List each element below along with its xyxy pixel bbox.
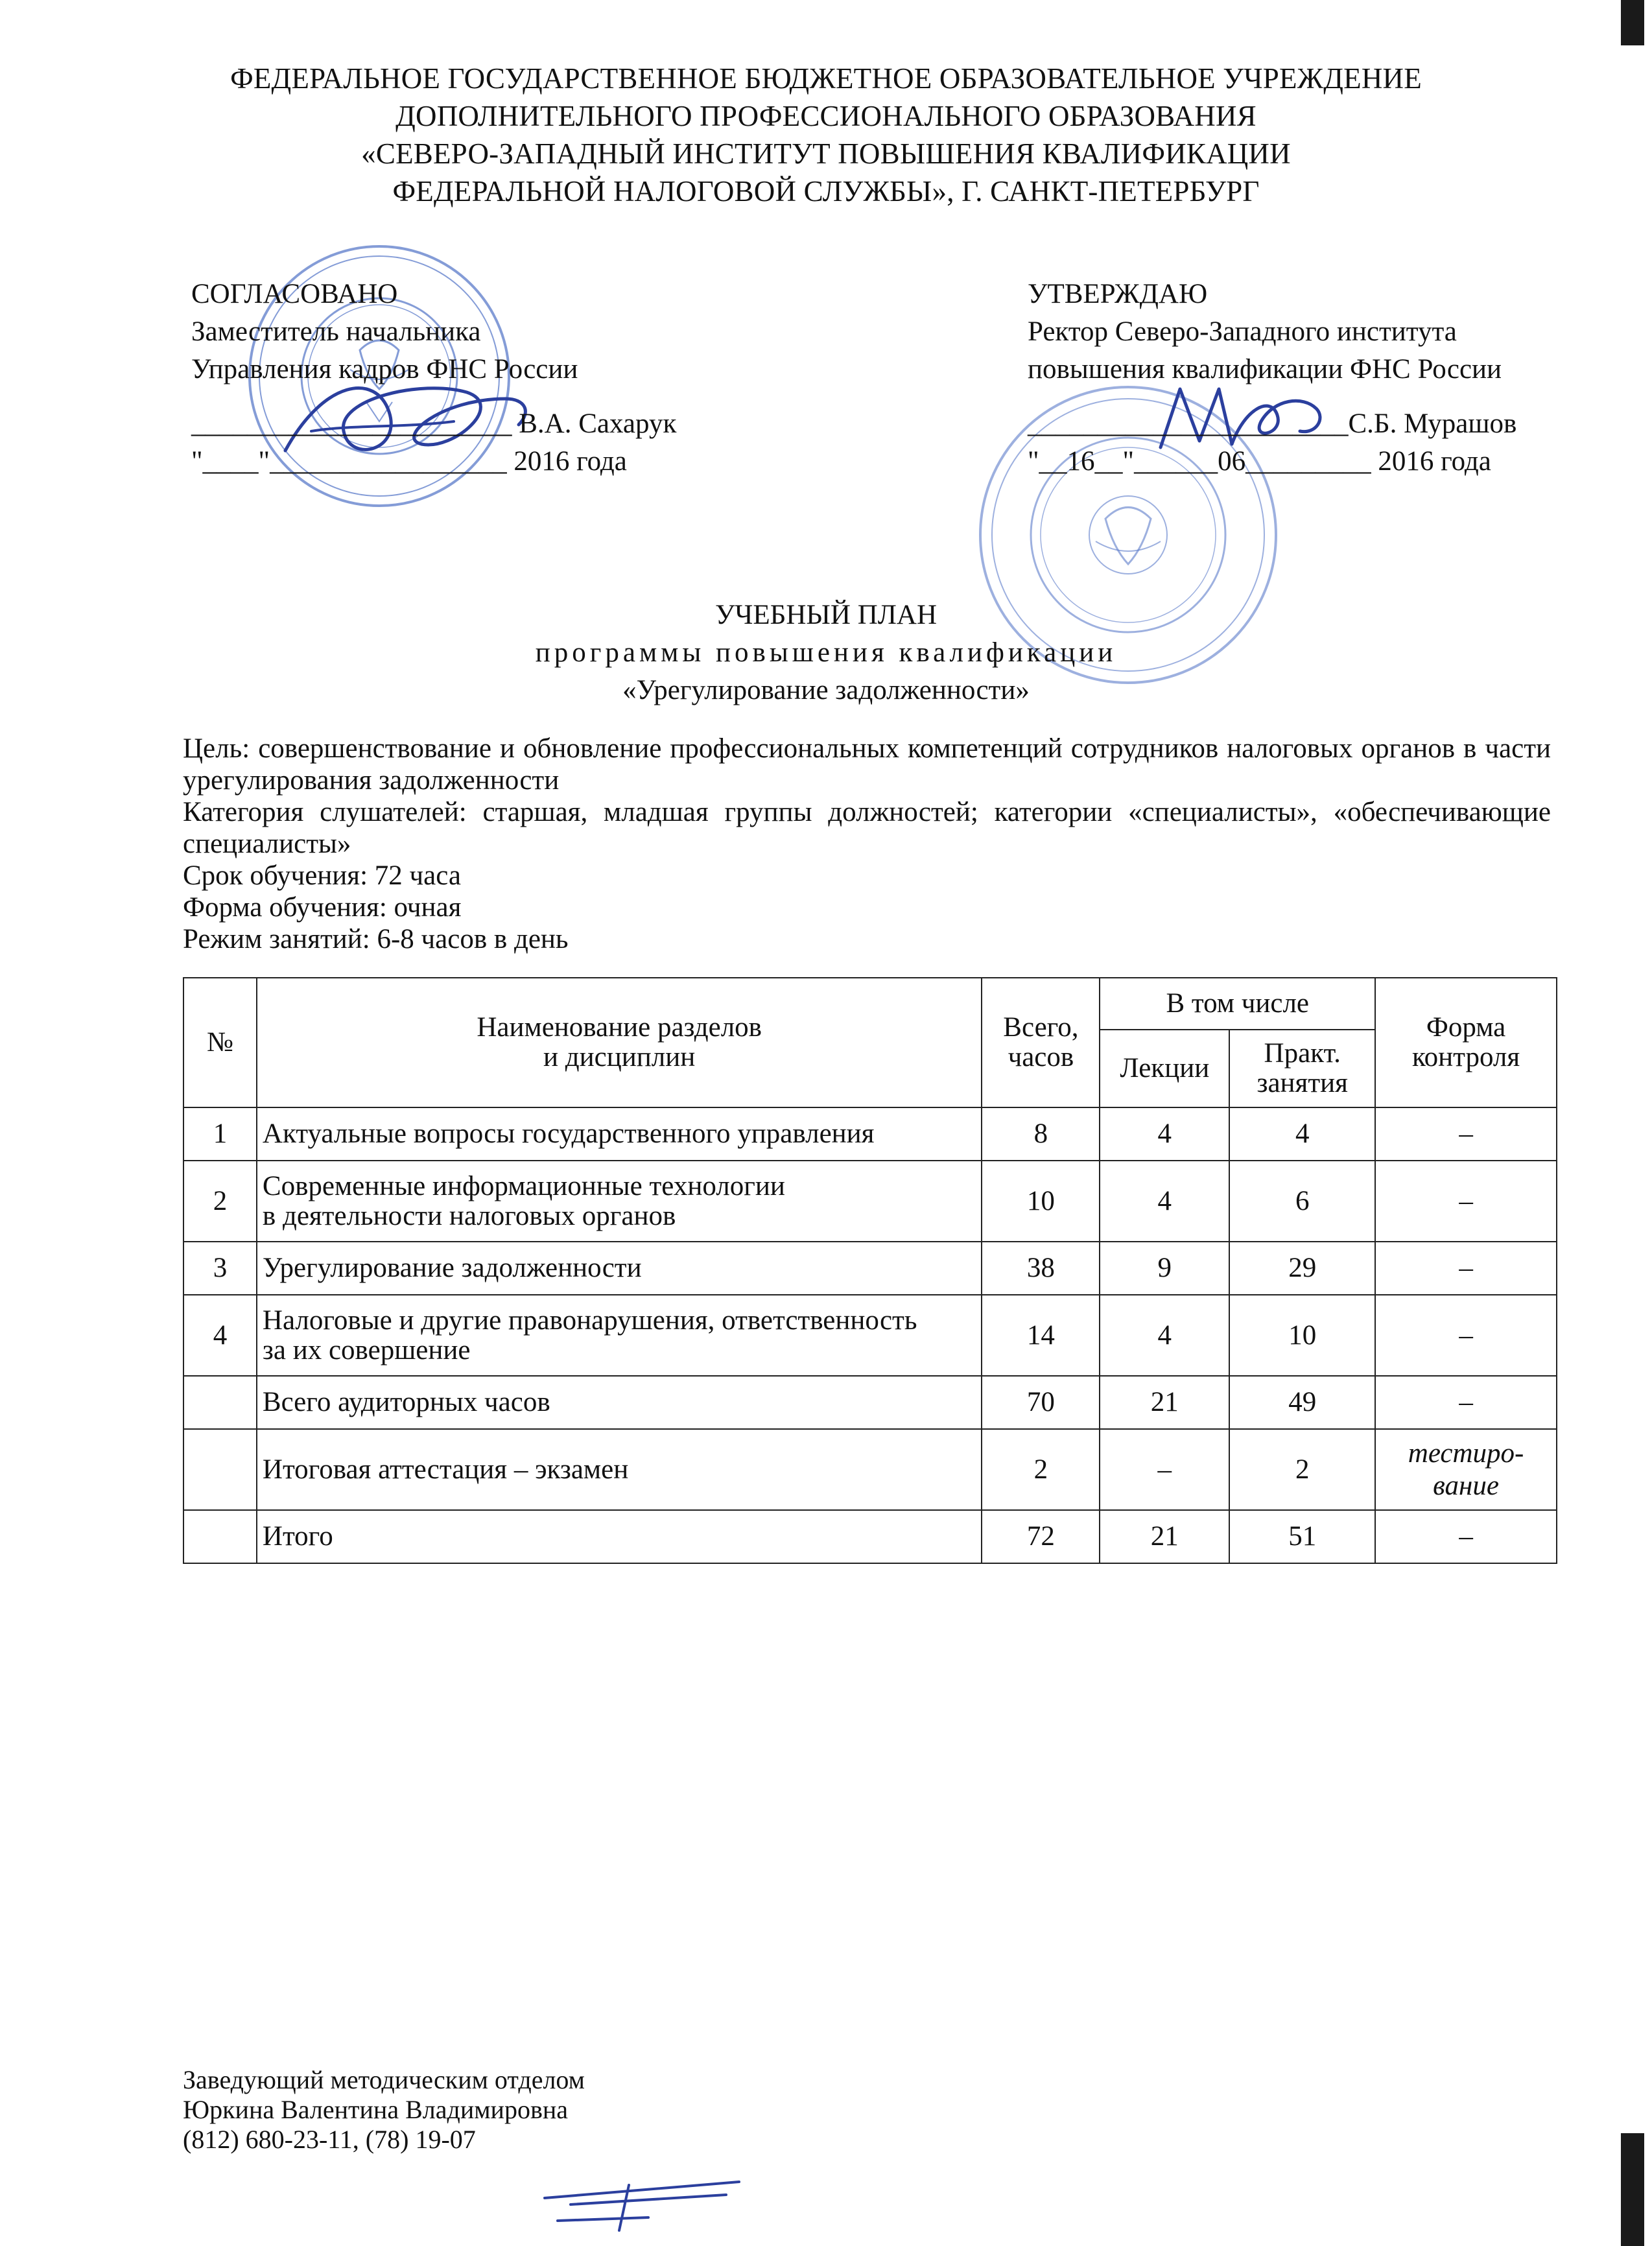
row-total: 72 xyxy=(982,1510,1100,1563)
row-name: Актуальные вопросы государственного управления xyxy=(257,1107,982,1161)
scan-edge-mark-bottom xyxy=(1621,2133,1644,2246)
header-line-1: ФЕДЕРАЛЬНОЕ ГОСУДАРСТВЕННОЕ БЮДЖЕТНОЕ ОБРАЗОВАТЕЛЬНОЕ УЧРЕЖДЕНИЕ xyxy=(230,62,1422,95)
row-control-line-1: тестиро- xyxy=(1408,1437,1524,1469)
row-lectures: 4 xyxy=(1100,1295,1229,1376)
curriculum-table xyxy=(183,977,1557,1564)
institution-header xyxy=(0,60,1652,210)
table-row xyxy=(183,1161,1557,1242)
row-num xyxy=(183,1376,257,1429)
row-total: 70 xyxy=(982,1376,1100,1429)
study-mode: Режим занятий: 6-8 часов в день xyxy=(183,924,569,954)
header-name-line-2: и дисциплин xyxy=(543,1042,696,1072)
row-control: – xyxy=(1375,1376,1557,1429)
contact-phone: (812) 680-23-11, (78) 19-07 xyxy=(183,2125,476,2154)
approved-position-line-1: Ректор Северо-Западного института xyxy=(1028,316,1457,347)
header-line-4: ФЕДЕРАЛЬНОЙ НАЛОГОВОЙ СЛУЖБЫ», Г. САНКТ-ПЕТЕРБУРГ xyxy=(392,175,1260,207)
agreed-signature-line: _______________________ В.А. Сахарук xyxy=(191,408,677,439)
row-num: 3 xyxy=(183,1242,257,1295)
row-practice: 2 xyxy=(1229,1429,1375,1510)
row-lectures: 21 xyxy=(1100,1376,1229,1429)
study-duration: Срок обучения: 72 часа xyxy=(183,860,461,891)
table-row xyxy=(183,1429,1557,1510)
row-control: – xyxy=(1375,1242,1557,1295)
contact-name: Юркина Валентина Владимировна xyxy=(183,2095,568,2124)
row-lectures: 21 xyxy=(1100,1510,1229,1563)
row-total: 14 xyxy=(982,1295,1100,1376)
table-row xyxy=(183,1376,1557,1429)
row-num: 4 xyxy=(183,1295,257,1376)
row-name xyxy=(257,1161,982,1242)
row-total: 2 xyxy=(982,1429,1100,1510)
row-practice: 6 xyxy=(1229,1161,1375,1242)
row-practice: 29 xyxy=(1229,1242,1375,1295)
header-practice-line-1: Практ. xyxy=(1264,1038,1341,1069)
header-control xyxy=(1375,978,1557,1107)
header-total-line-2: часов xyxy=(1008,1042,1074,1072)
approved-signature-line: _______________________С.Б. Мурашов xyxy=(1028,408,1517,439)
table-header-row xyxy=(183,978,1557,1030)
scan-edge-mark-top xyxy=(1621,0,1644,45)
row-name: Итого xyxy=(257,1510,982,1563)
header-lectures: Лекции xyxy=(1100,1030,1229,1107)
header-line-3: «СЕВЕРО-ЗАПАДНЫЙ ИНСТИТУТ ПОВЫШЕНИЯ КВАЛИФИКАЦИИ xyxy=(361,137,1291,170)
agreed-position-line-2: Управления кадров ФНС России xyxy=(191,354,578,384)
header-total-line-1: Всего, xyxy=(1003,1012,1079,1043)
row-num: 2 xyxy=(183,1161,257,1242)
row-control: – xyxy=(1375,1510,1557,1563)
row-name: Итоговая аттестация – экзамен xyxy=(257,1429,982,1510)
title-subtitle: программы повышения квалификации xyxy=(535,637,1117,668)
approved-date-line: "__16__"______06_________ 2016 года xyxy=(1028,446,1491,477)
row-lectures: 9 xyxy=(1100,1242,1229,1295)
row-control-line-2: вание xyxy=(1433,1470,1499,1501)
table-row xyxy=(183,1295,1557,1376)
program-goal: Цель: совершенствование и обновление профессиональных компетенций сотрудников налоговых органов в части урегулирования задолженности xyxy=(183,733,1551,796)
row-control xyxy=(1375,1429,1557,1510)
row-practice: 49 xyxy=(1229,1376,1375,1429)
row-control: – xyxy=(1375,1161,1557,1242)
approved-heading: УТВЕРЖДАЮ xyxy=(1028,279,1208,309)
header-control-line-1: Форма xyxy=(1426,1012,1506,1043)
row-practice: 4 xyxy=(1229,1107,1375,1161)
study-form: Форма обучения: очная xyxy=(183,892,462,923)
header-name xyxy=(257,978,982,1107)
table-row xyxy=(183,1107,1557,1161)
document-title xyxy=(0,597,1652,709)
row-name: Всего аудиторных часов xyxy=(257,1376,982,1429)
row-num xyxy=(183,1510,257,1563)
approved-position-line-2: повышения квалификации ФНС России xyxy=(1028,354,1502,384)
header-name-line-1: Наименование разделов xyxy=(477,1012,762,1043)
header-including: В том числе xyxy=(1100,978,1375,1030)
row-practice: 51 xyxy=(1229,1510,1375,1563)
row-name: Урегулирование задолженности xyxy=(257,1242,982,1295)
row-total: 10 xyxy=(982,1161,1100,1242)
agreed-position-line-1: Заместитель начальника xyxy=(191,316,481,347)
row-name-line-1: Налоговые и другие правонарушения, ответственность xyxy=(262,1305,917,1336)
row-control: – xyxy=(1375,1107,1557,1161)
row-name xyxy=(257,1295,982,1376)
program-info xyxy=(183,733,1551,955)
row-name-line-1: Современные информационные технологии xyxy=(262,1170,785,1201)
agreed-date-line: "____"_________________ 2016 года xyxy=(191,446,627,477)
row-name-line-2: за их совершение xyxy=(262,1334,471,1365)
row-lectures: 4 xyxy=(1100,1161,1229,1242)
table-row xyxy=(183,1510,1557,1563)
signature-bottom-icon xyxy=(532,2159,765,2237)
header-total xyxy=(982,978,1100,1107)
header-num: № xyxy=(183,978,257,1107)
row-practice: 10 xyxy=(1229,1295,1375,1376)
listener-category: Категория слушателей: старшая, младшая группы должностей; категории «специалисты», «обеспечивающие специалисты» xyxy=(183,797,1551,859)
program-name: «Урегулирование задолженности» xyxy=(622,675,1030,705)
row-total: 8 xyxy=(982,1107,1100,1161)
row-num xyxy=(183,1429,257,1510)
approval-block-agreed xyxy=(191,276,676,480)
row-total: 38 xyxy=(982,1242,1100,1295)
table-row xyxy=(183,1242,1557,1295)
header-line-2: ДОПОЛНИТЕЛЬНОГО ПРОФЕССИОНАЛЬНОГО ОБРАЗОВАНИЯ xyxy=(395,100,1257,132)
approval-block-approved xyxy=(1028,276,1516,480)
row-lectures: – xyxy=(1100,1429,1229,1510)
agreed-heading: СОГЛАСОВАНО xyxy=(191,279,398,309)
header-practice xyxy=(1229,1030,1375,1107)
title-main: УЧЕБНЫЙ ПЛАН xyxy=(714,600,938,630)
header-practice-line-2: занятия xyxy=(1257,1068,1348,1098)
row-lectures: 4 xyxy=(1100,1107,1229,1161)
header-control-line-2: контроля xyxy=(1411,1042,1520,1072)
row-control: – xyxy=(1375,1295,1557,1376)
row-name-line-2: в деятельности налоговых органов xyxy=(262,1200,676,1231)
contact-position: Заведующий методическим отделом xyxy=(183,2065,585,2094)
contact-block xyxy=(183,2065,585,2155)
row-num: 1 xyxy=(183,1107,257,1161)
